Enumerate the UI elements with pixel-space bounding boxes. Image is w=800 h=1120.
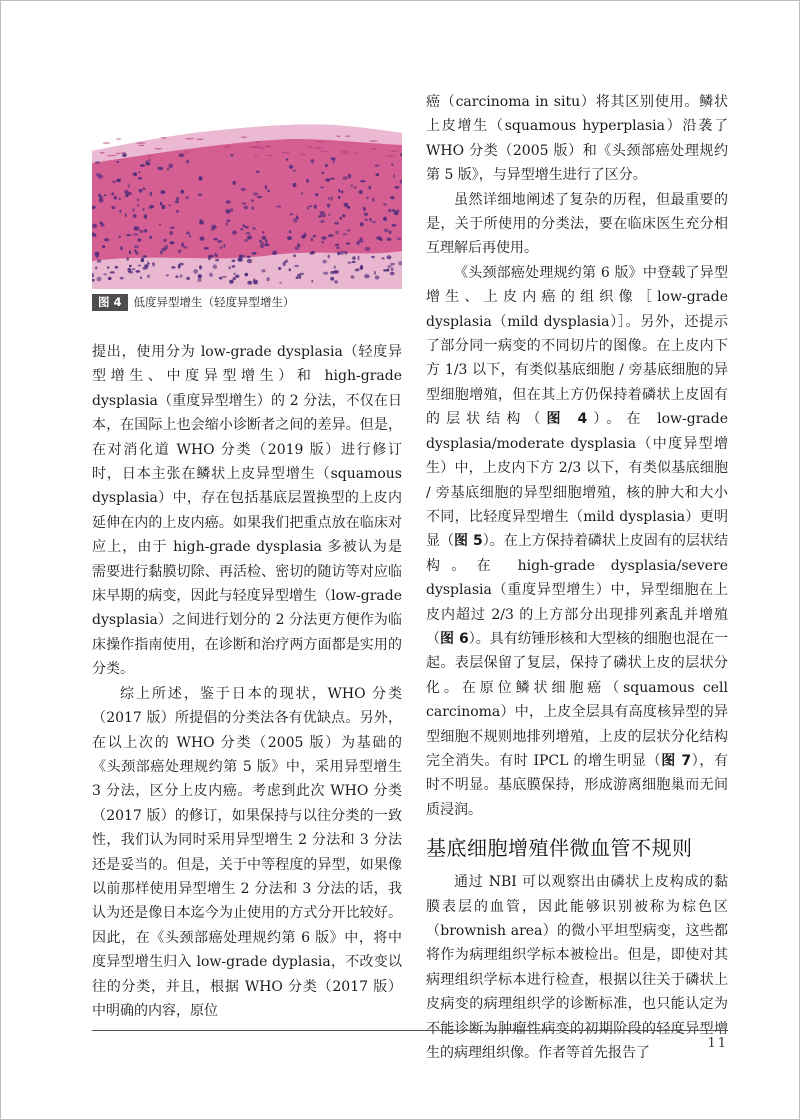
right-paragraph-4: 通过 NBI 可以观察出由磷状上皮构成的黏膜表层的血管，因此能够识别被称为棕色区（brownish area）的微小平坦型病变，这些都将作为病理组织学标本被检出。但是，即使对其病理组织学标本进行检查，根据以往关于磷状上皮病变的病理组织学的诊断标准，也只能认定为不能诊断为肿瘤性病变的初期阶段的轻度异型增生的病理组织像。作者等首先报告了 <box>426 874 728 1062</box>
right-paragraph-3 <box>426 261 728 822</box>
left-paragraph-2: 综上所述，鉴于日本的现状，WHO 分类（2017 版）所提倡的分类法各有优缺点。另外，在以上次的 WHO 分类（2005 版）为基础的《头颈部癌处理规约第 5 版》中，采用异型增生 3 分法，区分上皮内癌。考虑到此次 WHO 分类（2017 版）的修订，如果保持与以往分类的一致性，我们认为同时采用异型增生 2 分法和 3 分法还是妥当的。但是，关于中等程度的异型，如果像以前那样使用异型增生 2 分法和 3 分法的话，我认为还是像日本迄今为止使用的方式分开比较好。因此，在《头颈部癌处理规约第 6 版》中，将中度异型增生归入 low-grade dyplasia，不改变以往的分类，并且，根据 WHO 分类（2017 版）中明确的内容，原位 <box>92 685 402 1019</box>
text-segment: ）。在 low-grade dysplasia/moderate dysplasia（中度异型增生）中，上皮内下方 2/3 以下，有类似基底细胞 / 旁基底细胞的异型细胞增殖，核的肿大和大小不同，比轻度异型增生（mild dysplasia）更明显（ <box>426 411 728 550</box>
figure-reference-6[interactable]: 图 6 <box>440 630 469 647</box>
footer-rule <box>92 1030 728 1031</box>
figure-label: 图 4 <box>92 294 128 311</box>
right-paragraph-1: 癌（carcinoma in situ）将其区别使用。鳞状上皮增生（squamous hyperplasia）沿袭了 WHO 分类（2005 版）和《头颈部癌处理规约第 5 版》，与异型增生进行了区分。 <box>426 94 728 184</box>
histology-micrograph-icon <box>92 93 402 289</box>
figure-caption <box>92 292 402 312</box>
text-segment: ）。具有纺锤形核和大型核的细胞也混在一起。表层保留了复层，保持了磷状上皮的层状分化。在原位鳞状细胞癌（squamous cell carcinoma）中，上皮全层具有高度核异型的异型细胞不规则地排列增殖，上皮的层状分化结构完全消失。有时 IPCL 的增生明显（ <box>426 630 729 769</box>
text-segment: ）。在上方保持着磷状上皮固有的层状结构。在 high-grade dysplasia/severe dysplasia（重度异型增生）中，异型细胞在上皮内超过 2/3 的上方部分出现排列紊乱并增殖（ <box>426 533 729 647</box>
page-number: 11 <box>707 1036 728 1051</box>
figure-4-image <box>92 93 402 289</box>
left-column <box>92 340 402 1023</box>
figure-reference-7[interactable]: 图 7 <box>661 752 692 769</box>
text-segment: ），有时不明显。基底膜保持，形成游离细胞巢而无间质浸润。 <box>426 752 729 818</box>
right-paragraph-2: 虽然详细地阐述了复杂的历程，但最重要的是，关于所使用的分类法，要在临床医生充分相互理解后再使用。 <box>426 191 728 257</box>
figure-reference-4[interactable]: 图 4 <box>546 411 588 428</box>
text-segment: 《头颈部癌处理规约第 6 版》中登载了异型增生、上皮内癌的组织像［low-grade dysplasia（mild dysplasia）］。另外，还提示了部分同一病变的不同切片的图像。在上皮内下方 1/3 以下，有类似基底细胞 / 旁基底细胞的异型细胞增殖，但在其上方仍保持着磷状上皮固有的层状结构（ <box>426 264 728 428</box>
figure-caption-text: 低度异型增生（轻度异型增生） <box>133 295 295 309</box>
figure-reference-5[interactable]: 图 5 <box>454 533 483 550</box>
right-column <box>426 90 728 1065</box>
section-heading: 基底细胞增殖伴微血管不规则 <box>426 836 693 861</box>
left-paragraph-1: 提出，使用分为 low-grade dysplasia（轻度异型增生、中度异型增生）和 high-grade dysplasia（重度异型增生）的 2 分法，不仅在日本，在国际上也会缩小诊断者之间的差异。但是，在对消化道 WHO 分类（2019 版）进行修订时，日本主张在鳞状上皮异型增生（squamous dysplasia）中，存在包括基底层置换型的上皮内延伸在内的上皮内癌。如果我们把重点放在临床对应上，由于 high-grade dysplasia 多被认为是需要进行黏膜切除、再活检、密切的随访等对应临床早期的病变，因此与轻度异型增生（low-grade dysplasia）之间进行划分的 2 分法更方便作为临床操作指南使用，在诊断和治疗两方面都是实用的分类。 <box>92 344 402 678</box>
